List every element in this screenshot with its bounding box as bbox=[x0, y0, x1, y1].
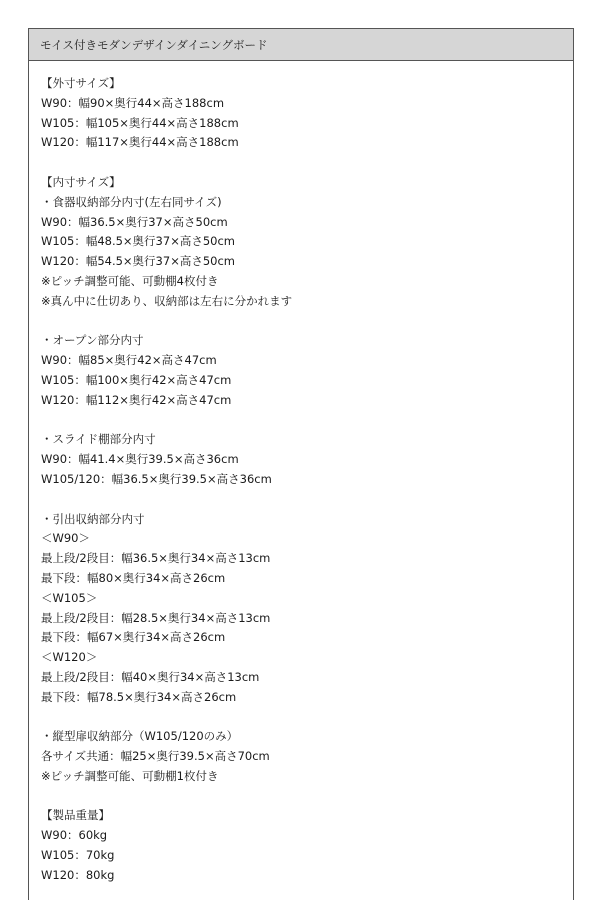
spec-line: ※真ん中に仕切あり、収納部は左右に分かれます bbox=[41, 293, 293, 308]
spec-line: W105：70kg bbox=[41, 848, 115, 863]
spec-line: W90：幅41.4×奥行39.5×高さ36cm bbox=[41, 452, 239, 467]
spec-section bbox=[41, 74, 573, 153]
spec-section bbox=[41, 430, 573, 489]
section-gap bbox=[41, 787, 573, 807]
section-heading: 【内寸サイズ】 bbox=[41, 174, 121, 189]
section-gap bbox=[41, 153, 573, 173]
spec-line: 最上段/2段目：幅28.5×奥行34×高さ13cm bbox=[41, 610, 271, 625]
spec-line: W105/120：幅36.5×奥行39.5×高さ36cm bbox=[41, 471, 272, 486]
section-heading: 【外寸サイズ】 bbox=[41, 76, 121, 90]
spec-line: W120：幅54.5×奥行37×高さ50cm bbox=[41, 254, 235, 269]
section-gap bbox=[41, 708, 573, 728]
spec-line: ＜W120＞ bbox=[41, 650, 98, 665]
section-heading: ・縦型扉収納部分（W105/120のみ） bbox=[41, 729, 239, 744]
spec-title: モイス付きモダンデザインダイニングボード bbox=[40, 37, 268, 52]
section-heading: ・オープン部分内寸 bbox=[41, 333, 144, 348]
spec-line: 最下段：幅80×奥行34×高さ26cm bbox=[41, 570, 226, 585]
spec-line: W105：幅105×奥行44×高さ188cm bbox=[41, 115, 239, 130]
spec-line: ＜W90＞ bbox=[41, 531, 91, 546]
spec-line: W90：幅90×奥行44×高さ188cm bbox=[41, 95, 225, 110]
spec-line: ※ピッチ調整可能、可動棚4枚付き bbox=[41, 273, 219, 288]
spec-line: 各サイズ共通：幅25×奥行39.5×高さ70cm bbox=[41, 749, 270, 764]
section-gap bbox=[41, 490, 573, 510]
spec-section bbox=[41, 806, 573, 885]
spec-line: W120：幅117×奥行44×高さ188cm bbox=[41, 135, 239, 150]
spec-title-bar bbox=[29, 29, 573, 61]
section-gap bbox=[41, 312, 573, 332]
section-heading: ・引出収納部分内寸 bbox=[41, 511, 145, 526]
spec-line: W120：幅112×奥行42×高さ47cm bbox=[41, 392, 232, 407]
spec-line: W105：幅48.5×奥行37×高さ50cm bbox=[41, 234, 235, 249]
spec-line: 最下段：幅78.5×奥行34×高さ26cm bbox=[41, 689, 237, 704]
spec-line: ※ピッチ調整可能、可動棚1枚付き bbox=[41, 768, 219, 783]
spec-content bbox=[29, 61, 573, 886]
section-heading: 【製品重量】 bbox=[41, 808, 110, 823]
section-heading: ・スライド棚部分内寸 bbox=[41, 432, 156, 447]
spec-line: 最上段/2段目：幅36.5×奥行34×高さ13cm bbox=[41, 551, 271, 566]
spec-panel bbox=[28, 28, 574, 900]
spec-section bbox=[41, 727, 573, 786]
section-gap bbox=[41, 411, 573, 431]
spec-section bbox=[41, 331, 573, 410]
spec-line: 最下段：幅67×奥行34×高さ26cm bbox=[41, 630, 226, 645]
spec-line: W90：幅85×奥行42×高さ47cm bbox=[41, 353, 217, 368]
spec-line: ・食器収納部分内寸(左右同サイズ) bbox=[41, 194, 222, 209]
spec-line: W90：幅36.5×奥行37×高さ50cm bbox=[41, 214, 228, 229]
spec-section bbox=[41, 173, 573, 312]
spec-section bbox=[41, 510, 573, 708]
spec-line: W90：60kg bbox=[41, 828, 108, 843]
spec-line: W120：80kg bbox=[41, 867, 115, 882]
spec-line: ＜W105＞ bbox=[41, 590, 98, 605]
spec-line: W105：幅100×奥行42×高さ47cm bbox=[41, 372, 232, 387]
spec-line: 最上段/2段目：幅40×奥行34×高さ13cm bbox=[41, 669, 260, 684]
